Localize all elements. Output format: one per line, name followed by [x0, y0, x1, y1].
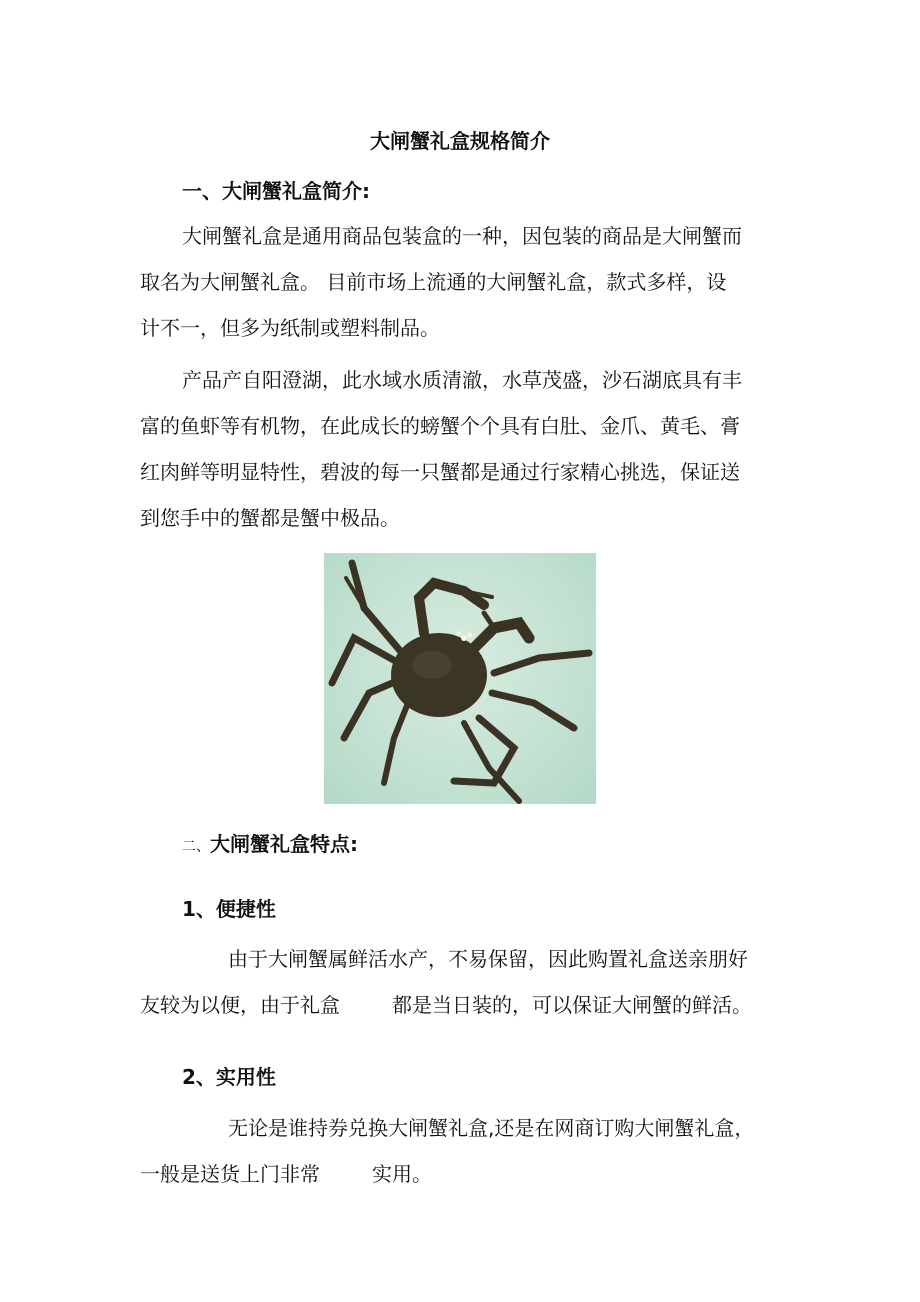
- paragraph-line: 由于大闸蟹属鲜活水产，不易保留，因此购置礼盒送亲朋好: [228, 947, 748, 971]
- section2-heading: [182, 828, 358, 857]
- paragraph-line: 无论是谁持券兑换大闸蟹礼盒,还是在网商订购大闸蟹礼盒，: [228, 1116, 755, 1140]
- paragraph-line: 富的鱼虾等有机物，在此成长的螃蟹个个具有白肚、金爪、黄毛、膏: [140, 414, 740, 438]
- paragraph-line: 计不一，但多为纸制或塑料制品。: [140, 316, 440, 340]
- paragraph-line: 到您手中的蟹都是蟹中极品。: [140, 506, 400, 530]
- paragraph-line: [140, 982, 785, 1028]
- item2-heading: 2、实用性: [182, 1065, 276, 1089]
- section1-paragraph1: [140, 213, 785, 351]
- paragraph-line: 大闸蟹礼盒是通用商品包装盒的一种，因包装的商品是大闸蟹而: [182, 224, 742, 248]
- crab-illustration: [324, 553, 596, 804]
- crab-photo: [324, 553, 596, 804]
- section2-title: 大闸蟹礼盒特点:: [210, 832, 358, 856]
- paragraph-line: [140, 1151, 785, 1197]
- item2-paragraph: [140, 1105, 785, 1197]
- item1-heading: 1、便捷性: [182, 897, 276, 921]
- line-part: 友较为以便，由于礼盒: [140, 993, 340, 1017]
- section1-heading: 一、大闸蟹礼盒简介:: [182, 179, 370, 203]
- paragraph-line: 产品产自阳澄湖，此水域水质清澈，水草茂盛，沙石湖底具有丰: [182, 368, 742, 392]
- section1-paragraph2: [140, 357, 785, 541]
- item1-paragraph: [140, 936, 785, 1028]
- paragraph-line: 红肉鲜等明显特性，碧波的每一只蟹都是通过行家精心挑选，保证送: [140, 460, 740, 484]
- line-part: 实用。: [372, 1162, 432, 1186]
- line-part: 一般是送货上门非常: [140, 1162, 320, 1186]
- line-part: 都是当日装的，可以保证大闸蟹的鲜活。: [392, 993, 752, 1017]
- document-title: 大闸蟹礼盒规格简介: [370, 129, 550, 153]
- paragraph-line: 取名为大闸蟹礼盒。 目前市场上流通的大闸蟹礼盒，款式多样，设: [140, 270, 727, 294]
- section2-prefix: 二、: [182, 839, 210, 855]
